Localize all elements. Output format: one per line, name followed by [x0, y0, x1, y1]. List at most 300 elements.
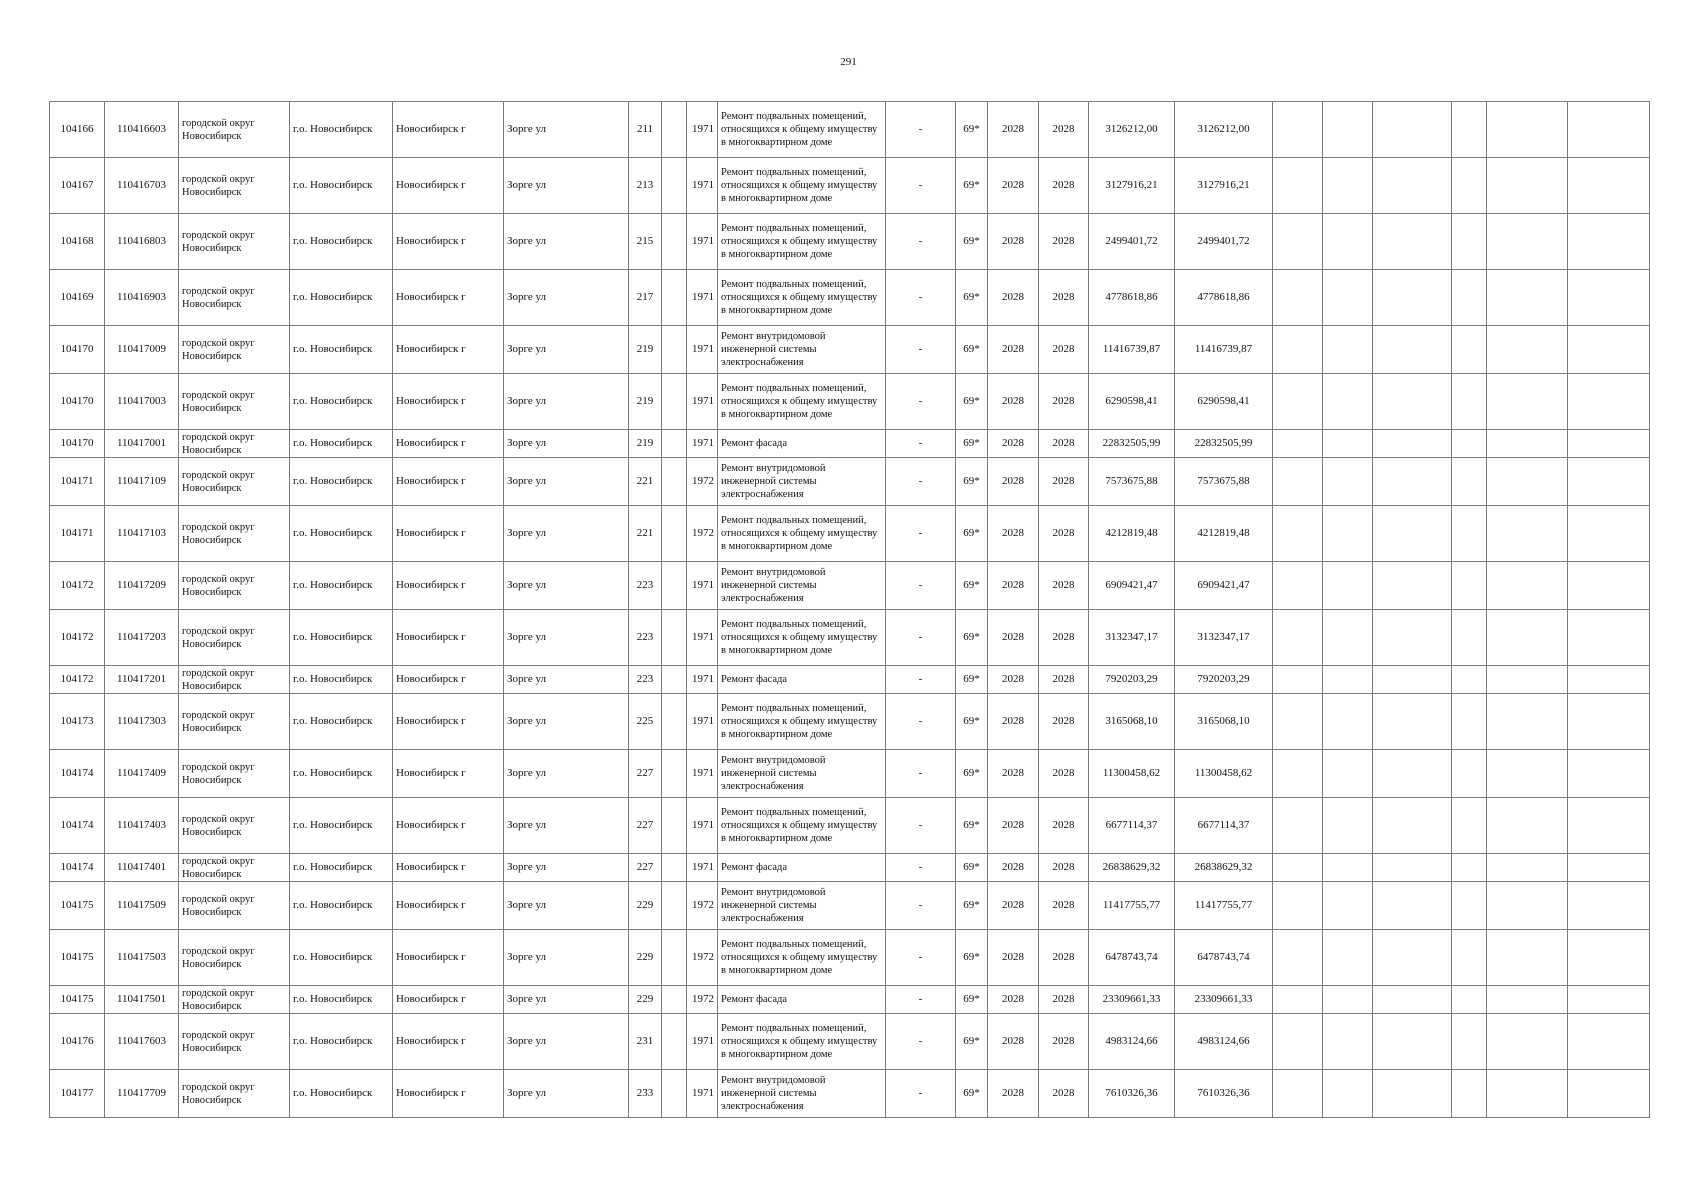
empty-cell [1373, 750, 1452, 798]
house-number: 223 [629, 562, 662, 610]
empty-cell [1452, 854, 1487, 882]
build-year: 1971 [687, 798, 718, 854]
cost: 4212819,48 [1089, 506, 1175, 562]
city: Новосибирск г [393, 270, 504, 326]
dash-cell: - [886, 610, 956, 666]
cost: 11416739,87 [1089, 326, 1175, 374]
empty-cell [1452, 158, 1487, 214]
build-year: 1972 [687, 986, 718, 1014]
empty-cell [1373, 270, 1452, 326]
empty-cell [1568, 854, 1650, 882]
total-cost: 26838629,32 [1175, 854, 1273, 882]
building-corpus [662, 270, 687, 326]
end-year: 2028 [1039, 102, 1089, 158]
table-row [50, 930, 1650, 986]
code-cell: 69* [956, 986, 988, 1014]
empty-cell [1452, 506, 1487, 562]
start-year: 2028 [988, 374, 1039, 430]
empty-cell [1323, 882, 1373, 930]
municipality: городской округ Новосибирск [179, 506, 290, 562]
row-id: 104170 [50, 430, 105, 458]
street: Зорге ул [504, 506, 629, 562]
empty-cell [1373, 374, 1452, 430]
build-year: 1971 [687, 666, 718, 694]
cost: 7920203,29 [1089, 666, 1175, 694]
empty-cell [1452, 374, 1487, 430]
row-id: 104176 [50, 1014, 105, 1070]
work-type: Ремонт фасада [718, 854, 886, 882]
total-cost: 2499401,72 [1175, 214, 1273, 270]
dash-cell: - [886, 798, 956, 854]
build-year: 1971 [687, 854, 718, 882]
cost: 23309661,33 [1089, 986, 1175, 1014]
code-cell: 69* [956, 694, 988, 750]
end-year: 2028 [1039, 506, 1089, 562]
end-year: 2028 [1039, 1070, 1089, 1118]
start-year: 2028 [988, 326, 1039, 374]
municipality: городской округ Новосибирск [179, 374, 290, 430]
district: г.о. Новосибирск [290, 270, 393, 326]
municipality: городской округ Новосибирск [179, 694, 290, 750]
row-id: 104174 [50, 750, 105, 798]
start-year: 2028 [988, 562, 1039, 610]
cost: 6290598,41 [1089, 374, 1175, 430]
municipality: городской округ Новосибирск [179, 610, 290, 666]
object-code: 110417409 [105, 750, 179, 798]
building-corpus [662, 930, 687, 986]
empty-cell [1568, 986, 1650, 1014]
district: г.о. Новосибирск [290, 506, 393, 562]
dash-cell: - [886, 506, 956, 562]
empty-cell [1373, 882, 1452, 930]
empty-cell [1487, 214, 1568, 270]
object-code: 110417501 [105, 986, 179, 1014]
work-type: Ремонт подвальных помещений, относящихся к общему имуществу в многоквартирном доме [718, 610, 886, 666]
municipality: городской округ Новосибирск [179, 102, 290, 158]
empty-cell [1487, 750, 1568, 798]
code-cell: 69* [956, 666, 988, 694]
empty-cell [1487, 694, 1568, 750]
district: г.о. Новосибирск [290, 610, 393, 666]
row-id: 104175 [50, 986, 105, 1014]
cost: 4983124,66 [1089, 1014, 1175, 1070]
start-year: 2028 [988, 930, 1039, 986]
total-cost: 3127916,21 [1175, 158, 1273, 214]
empty-cell [1273, 854, 1323, 882]
work-type: Ремонт внутридомовой инженерной системы электроснабжения [718, 882, 886, 930]
district: г.о. Новосибирск [290, 666, 393, 694]
empty-cell [1273, 882, 1323, 930]
total-cost: 6478743,74 [1175, 930, 1273, 986]
street: Зорге ул [504, 158, 629, 214]
building-corpus [662, 214, 687, 270]
dash-cell: - [886, 854, 956, 882]
cost: 22832505,99 [1089, 430, 1175, 458]
municipality: городской округ Новосибирск [179, 458, 290, 506]
empty-cell [1273, 562, 1323, 610]
build-year: 1971 [687, 102, 718, 158]
empty-cell [1373, 458, 1452, 506]
build-year: 1971 [687, 562, 718, 610]
end-year: 2028 [1039, 562, 1089, 610]
city: Новосибирск г [393, 102, 504, 158]
empty-cell [1568, 666, 1650, 694]
table-row [50, 882, 1650, 930]
row-id: 104174 [50, 854, 105, 882]
empty-cell [1568, 562, 1650, 610]
build-year: 1972 [687, 458, 718, 506]
end-year: 2028 [1039, 158, 1089, 214]
cost: 7610326,36 [1089, 1070, 1175, 1118]
empty-cell [1323, 986, 1373, 1014]
house-number: 229 [629, 930, 662, 986]
work-type: Ремонт внутридомовой инженерной системы электроснабжения [718, 562, 886, 610]
code-cell: 69* [956, 882, 988, 930]
dash-cell: - [886, 562, 956, 610]
building-corpus [662, 1014, 687, 1070]
district: г.о. Новосибирск [290, 562, 393, 610]
table-row [50, 750, 1650, 798]
start-year: 2028 [988, 270, 1039, 326]
code-cell: 69* [956, 798, 988, 854]
district: г.о. Новосибирск [290, 930, 393, 986]
total-cost: 6909421,47 [1175, 562, 1273, 610]
start-year: 2028 [988, 694, 1039, 750]
end-year: 2028 [1039, 458, 1089, 506]
dash-cell: - [886, 666, 956, 694]
empty-cell [1273, 1014, 1323, 1070]
house-number: 223 [629, 666, 662, 694]
district: г.о. Новосибирск [290, 1070, 393, 1118]
district: г.о. Новосибирск [290, 986, 393, 1014]
building-corpus [662, 326, 687, 374]
street: Зорге ул [504, 666, 629, 694]
total-cost: 23309661,33 [1175, 986, 1273, 1014]
build-year: 1971 [687, 430, 718, 458]
object-code: 110417109 [105, 458, 179, 506]
building-corpus [662, 374, 687, 430]
work-type: Ремонт фасада [718, 430, 886, 458]
house-number: 221 [629, 458, 662, 506]
district: г.о. Новосибирск [290, 882, 393, 930]
end-year: 2028 [1039, 610, 1089, 666]
empty-cell [1487, 854, 1568, 882]
start-year: 2028 [988, 506, 1039, 562]
street: Зорге ул [504, 326, 629, 374]
code-cell: 69* [956, 610, 988, 666]
house-number: 219 [629, 326, 662, 374]
empty-cell [1452, 798, 1487, 854]
empty-cell [1487, 798, 1568, 854]
empty-cell [1568, 102, 1650, 158]
end-year: 2028 [1039, 270, 1089, 326]
code-cell: 69* [956, 374, 988, 430]
empty-cell [1273, 158, 1323, 214]
house-number: 215 [629, 214, 662, 270]
empty-cell [1452, 458, 1487, 506]
district: г.о. Новосибирск [290, 430, 393, 458]
empty-cell [1487, 986, 1568, 1014]
city: Новосибирск г [393, 1014, 504, 1070]
empty-cell [1273, 506, 1323, 562]
empty-cell [1568, 694, 1650, 750]
empty-cell [1323, 270, 1373, 326]
district: г.о. Новосибирск [290, 326, 393, 374]
object-code: 110417003 [105, 374, 179, 430]
municipality: городской округ Новосибирск [179, 930, 290, 986]
build-year: 1971 [687, 326, 718, 374]
empty-cell [1273, 326, 1323, 374]
city: Новосибирск г [393, 562, 504, 610]
empty-cell [1273, 694, 1323, 750]
row-id: 104169 [50, 270, 105, 326]
empty-cell [1273, 374, 1323, 430]
cost: 3132347,17 [1089, 610, 1175, 666]
street: Зорге ул [504, 882, 629, 930]
table-body [50, 102, 1650, 1118]
start-year: 2028 [988, 214, 1039, 270]
building-corpus [662, 102, 687, 158]
work-type: Ремонт подвальных помещений, относящихся к общему имуществу в многоквартирном доме [718, 694, 886, 750]
object-code: 110416603 [105, 102, 179, 158]
district: г.о. Новосибирск [290, 1014, 393, 1070]
table-row [50, 430, 1650, 458]
total-cost: 3126212,00 [1175, 102, 1273, 158]
empty-cell [1323, 214, 1373, 270]
house-number: 217 [629, 270, 662, 326]
building-corpus [662, 854, 687, 882]
empty-cell [1487, 374, 1568, 430]
dash-cell: - [886, 1014, 956, 1070]
start-year: 2028 [988, 882, 1039, 930]
work-type: Ремонт подвальных помещений, относящихся к общему имуществу в многоквартирном доме [718, 102, 886, 158]
empty-cell [1273, 102, 1323, 158]
build-year: 1971 [687, 1070, 718, 1118]
empty-cell [1373, 326, 1452, 374]
empty-cell [1373, 1014, 1452, 1070]
work-type: Ремонт внутридомовой инженерной системы электроснабжения [718, 750, 886, 798]
municipality: городской округ Новосибирск [179, 854, 290, 882]
start-year: 2028 [988, 102, 1039, 158]
cost: 3126212,00 [1089, 102, 1175, 158]
house-number: 223 [629, 610, 662, 666]
start-year: 2028 [988, 666, 1039, 694]
end-year: 2028 [1039, 930, 1089, 986]
house-number: 213 [629, 158, 662, 214]
empty-cell [1273, 930, 1323, 986]
empty-cell [1373, 1070, 1452, 1118]
street: Зорге ул [504, 430, 629, 458]
empty-cell [1568, 430, 1650, 458]
empty-cell [1373, 666, 1452, 694]
empty-cell [1487, 1014, 1568, 1070]
start-year: 2028 [988, 986, 1039, 1014]
empty-cell [1373, 430, 1452, 458]
table-row [50, 986, 1650, 1014]
object-code: 110417001 [105, 430, 179, 458]
object-code: 110417303 [105, 694, 179, 750]
empty-cell [1323, 374, 1373, 430]
empty-cell [1568, 374, 1650, 430]
building-corpus [662, 666, 687, 694]
empty-cell [1452, 326, 1487, 374]
empty-cell [1373, 158, 1452, 214]
code-cell: 69* [956, 430, 988, 458]
empty-cell [1452, 1014, 1487, 1070]
code-cell: 69* [956, 102, 988, 158]
empty-cell [1273, 610, 1323, 666]
empty-cell [1323, 666, 1373, 694]
code-cell: 69* [956, 854, 988, 882]
empty-cell [1452, 986, 1487, 1014]
empty-cell [1568, 930, 1650, 986]
building-corpus [662, 610, 687, 666]
building-corpus [662, 158, 687, 214]
empty-cell [1452, 214, 1487, 270]
row-id: 104172 [50, 666, 105, 694]
end-year: 2028 [1039, 854, 1089, 882]
build-year: 1971 [687, 374, 718, 430]
district: г.о. Новосибирск [290, 158, 393, 214]
municipality: городской округ Новосибирск [179, 214, 290, 270]
object-code: 110417509 [105, 882, 179, 930]
district: г.о. Новосибирск [290, 694, 393, 750]
total-cost: 7920203,29 [1175, 666, 1273, 694]
empty-cell [1323, 798, 1373, 854]
row-id: 104173 [50, 694, 105, 750]
building-corpus [662, 798, 687, 854]
cost: 3165068,10 [1089, 694, 1175, 750]
empty-cell [1487, 158, 1568, 214]
street: Зорге ул [504, 270, 629, 326]
cost: 11300458,62 [1089, 750, 1175, 798]
object-code: 110416703 [105, 158, 179, 214]
house-number: 219 [629, 430, 662, 458]
total-cost: 3132347,17 [1175, 610, 1273, 666]
empty-cell [1373, 986, 1452, 1014]
empty-cell [1487, 882, 1568, 930]
district: г.о. Новосибирск [290, 750, 393, 798]
street: Зорге ул [504, 1070, 629, 1118]
empty-cell [1487, 458, 1568, 506]
build-year: 1972 [687, 882, 718, 930]
row-id: 104170 [50, 326, 105, 374]
dash-cell: - [886, 430, 956, 458]
row-id: 104166 [50, 102, 105, 158]
end-year: 2028 [1039, 430, 1089, 458]
build-year: 1972 [687, 930, 718, 986]
house-number: 231 [629, 1014, 662, 1070]
empty-cell [1452, 666, 1487, 694]
total-cost: 7610326,36 [1175, 1070, 1273, 1118]
house-number: 227 [629, 798, 662, 854]
build-year: 1971 [687, 750, 718, 798]
total-cost: 11416739,87 [1175, 326, 1273, 374]
municipality: городской округ Новосибирск [179, 1070, 290, 1118]
work-type: Ремонт подвальных помещений, относящихся к общему имуществу в многоквартирном доме [718, 158, 886, 214]
empty-cell [1373, 562, 1452, 610]
street: Зорге ул [504, 694, 629, 750]
cost: 7573675,88 [1089, 458, 1175, 506]
total-cost: 7573675,88 [1175, 458, 1273, 506]
district: г.о. Новосибирск [290, 854, 393, 882]
dash-cell: - [886, 214, 956, 270]
house-number: 229 [629, 882, 662, 930]
city: Новосибирск г [393, 458, 504, 506]
start-year: 2028 [988, 458, 1039, 506]
cost: 6478743,74 [1089, 930, 1175, 986]
street: Зорге ул [504, 102, 629, 158]
object-code: 110417709 [105, 1070, 179, 1118]
build-year: 1972 [687, 506, 718, 562]
cost: 3127916,21 [1089, 158, 1175, 214]
object-code: 110417603 [105, 1014, 179, 1070]
total-cost: 4983124,66 [1175, 1014, 1273, 1070]
city: Новосибирск г [393, 986, 504, 1014]
dash-cell: - [886, 750, 956, 798]
work-type: Ремонт внутридомовой инженерной системы электроснабжения [718, 458, 886, 506]
district: г.о. Новосибирск [290, 374, 393, 430]
work-type: Ремонт внутридомовой инженерной системы электроснабжения [718, 1070, 886, 1118]
table-row [50, 158, 1650, 214]
build-year: 1971 [687, 270, 718, 326]
work-type: Ремонт внутридомовой инженерной системы электроснабжения [718, 326, 886, 374]
row-id: 104172 [50, 610, 105, 666]
empty-cell [1568, 798, 1650, 854]
table-row [50, 102, 1650, 158]
district: г.о. Новосибирск [290, 458, 393, 506]
total-cost: 6290598,41 [1175, 374, 1273, 430]
street: Зорге ул [504, 458, 629, 506]
end-year: 2028 [1039, 374, 1089, 430]
start-year: 2028 [988, 158, 1039, 214]
row-id: 104174 [50, 798, 105, 854]
empty-cell [1487, 610, 1568, 666]
municipality: городской округ Новосибирск [179, 562, 290, 610]
city: Новосибирск г [393, 610, 504, 666]
municipality: городской округ Новосибирск [179, 1014, 290, 1070]
building-corpus [662, 882, 687, 930]
city: Новосибирск г [393, 882, 504, 930]
object-code: 110417103 [105, 506, 179, 562]
municipality: городской округ Новосибирск [179, 666, 290, 694]
city: Новосибирск г [393, 750, 504, 798]
total-cost: 11300458,62 [1175, 750, 1273, 798]
table-row [50, 854, 1650, 882]
street: Зорге ул [504, 750, 629, 798]
empty-cell [1273, 458, 1323, 506]
empty-cell [1568, 158, 1650, 214]
table-row [50, 374, 1650, 430]
page-number: 291 [840, 56, 857, 68]
house-number: 219 [629, 374, 662, 430]
dash-cell: - [886, 458, 956, 506]
end-year: 2028 [1039, 214, 1089, 270]
municipality: городской округ Новосибирск [179, 750, 290, 798]
building-corpus [662, 506, 687, 562]
end-year: 2028 [1039, 1014, 1089, 1070]
code-cell: 69* [956, 506, 988, 562]
cost: 6909421,47 [1089, 562, 1175, 610]
code-cell: 69* [956, 214, 988, 270]
empty-cell [1323, 562, 1373, 610]
empty-cell [1487, 666, 1568, 694]
empty-cell [1273, 798, 1323, 854]
municipality: городской округ Новосибирск [179, 798, 290, 854]
table-row [50, 458, 1650, 506]
row-id: 104171 [50, 506, 105, 562]
object-code: 110417203 [105, 610, 179, 666]
